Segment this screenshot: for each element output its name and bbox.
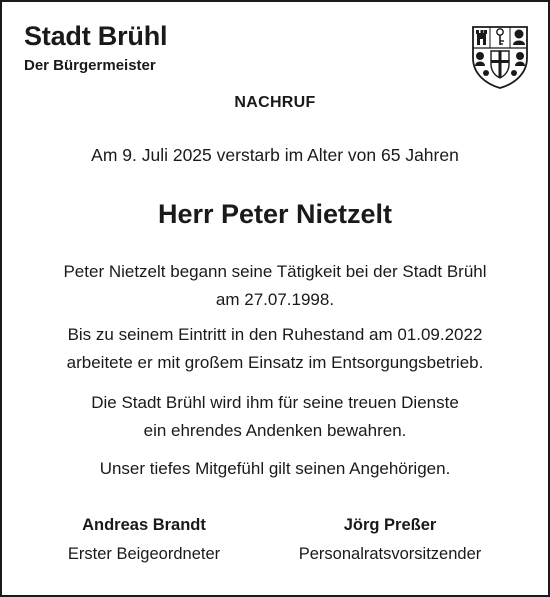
- condolence-paragraph: [2, 455, 548, 483]
- signatory-block: [24, 513, 264, 567]
- tribute-line: am 27.07.1998.: [215, 289, 335, 309]
- tribute-line: Unser tiefes Mitgefühl gilt seinen Angehörigen.: [99, 459, 451, 478]
- tribute-paragraph: [2, 321, 548, 376]
- notice-type-heading: NACHRUF: [234, 94, 316, 111]
- tribute-paragraph: [2, 258, 548, 313]
- issuer-name: Stadt Brühl: [24, 21, 168, 51]
- signatory-name: Andreas Brandt: [82, 516, 206, 534]
- issuer-office: Der Bürgermeister: [24, 57, 156, 74]
- tribute-line: Peter Nietzelt begann seine Tätigkeit bei der Stadt Brühl: [63, 262, 487, 281]
- tribute-paragraph: [2, 389, 548, 444]
- issuer-header: [24, 20, 167, 76]
- deceased-name: Herr Peter Nietzelt: [157, 199, 393, 229]
- signatory-name: Jörg Preßer: [343, 516, 437, 534]
- tribute-line: arbeitete er mit großem Einsatz im Entsorgungsbetrieb.: [66, 352, 484, 372]
- signatory-role: Erster Beigeordneter: [67, 545, 221, 563]
- tribute-line: Die Stadt Brühl wird ihm für seine treuen Dienste: [91, 393, 459, 412]
- death-announcement-line: Am 9. Juli 2025 verstarb im Alter von 65 Jahren: [91, 145, 459, 165]
- city-coat-of-arms-icon: [470, 24, 530, 90]
- tribute-line: ein ehrendes Andenken bewahren.: [143, 420, 407, 440]
- tribute-line: Bis zu seinem Eintritt in den Ruhestand am 01.09.2022: [67, 325, 483, 344]
- signatory-role: Personalratsvorsitzender: [298, 545, 482, 563]
- signatory-block: [270, 513, 510, 567]
